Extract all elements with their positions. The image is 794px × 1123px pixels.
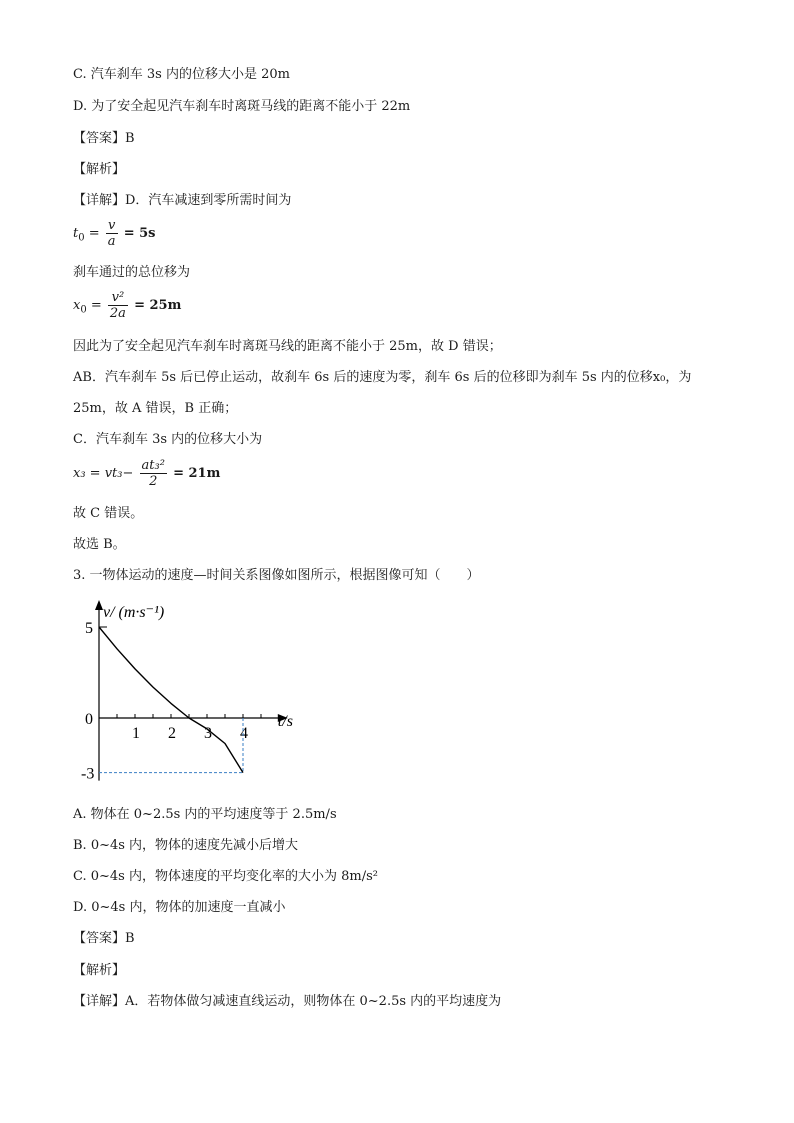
- q3-answer: 【答案】B: [73, 931, 135, 946]
- y-tick-label: 5: [85, 620, 93, 637]
- y-axis-arrow: [95, 600, 103, 610]
- eq-x3-lhs: x₃ = vt₃−: [73, 466, 134, 481]
- c-intro: C．汽车刹车 3s 内的位移大小为: [73, 432, 263, 447]
- eq-x0-lhs: x: [73, 298, 81, 313]
- eq-x3-rhs: = 21m: [173, 466, 221, 481]
- x-tick-label: 1: [132, 725, 140, 742]
- eq-t0-den: a: [107, 234, 116, 249]
- q3-option-c: C. 0~4s 内，物体速度的平均变化率的大小为 8m/s²: [73, 869, 378, 884]
- question-3-stem: 3. 一物体运动的速度—时间关系图像如图所示，根据图像可知（ ）: [73, 568, 480, 583]
- eq-x0-num: v²: [108, 290, 128, 306]
- eq-t0-num: v: [106, 218, 118, 234]
- eq-x0-sub: 0: [80, 304, 87, 316]
- q3-option-a: A. 物体在 0~2.5s 内的平均速度等于 2.5m/s: [73, 807, 337, 822]
- x-tick-label: 3: [204, 725, 212, 742]
- q3-option-b: B. 0~4s 内，物体的速度先减小后增大: [73, 838, 299, 853]
- equation-t0: $t_0$ = $\frac{v}{a}$ = 5s: [73, 218, 156, 249]
- prev-analysis: 【解析】: [73, 162, 126, 177]
- c-conclusion: 故 C 错误。: [73, 506, 144, 521]
- ab-line-1: AB．汽车刹车 5s 后已停止运动，故刹车 6s 后的速度为零，刹车 6s 后的位移即为刹车 5s 内的位移x₀，为: [73, 370, 692, 385]
- equation-x0: $x_0$ = $\frac{\text{v²}}{2a}$ = 25m: [73, 290, 182, 321]
- x-tick-label: 4: [240, 725, 248, 742]
- y-axis-label: v/ (m·s⁻¹): [103, 604, 165, 621]
- eq-x0-den: 2a: [109, 306, 126, 321]
- q3-detail-intro: 【详解】A．若物体做匀减速直线运动，则物体在 0~2.5s 内的平均速度为: [73, 994, 502, 1009]
- eq-x0-rhs: = 25m: [134, 298, 182, 313]
- eq-t0-sub: 0: [78, 232, 85, 244]
- velocity-curve: [99, 627, 243, 773]
- ab-line-2: 25m，故 A 错误，B 正确；: [73, 401, 238, 416]
- vt-chart: [75, 595, 375, 795]
- prev-detail-intro: 【详解】D．汽车减速到零所需时间为: [73, 193, 292, 208]
- brake-text: 刹车通过的总位移为: [73, 265, 191, 280]
- q3-option-d: D. 0~4s 内，物体的加速度一直减小: [73, 900, 286, 915]
- y-tick-label: -3: [81, 765, 95, 783]
- prev-option-c: C. 汽车刹车 3s 内的位移大小是 20m: [73, 67, 290, 82]
- prev-option-d: D. 为了安全起见汽车刹车时离斑马线的距离不能小于 22m: [73, 99, 411, 114]
- equation-x3: [73, 458, 220, 489]
- eq-t0-lhs: t: [73, 226, 79, 241]
- choice: 故选 B。: [73, 537, 126, 552]
- y-tick-label: 0: [85, 711, 93, 728]
- prev-answer: 【答案】B: [73, 131, 135, 146]
- conclusion-d: 因此为了安全起见汽车刹车时离斑马线的距离不能小于 25m，故 D 错误；: [73, 339, 502, 354]
- eq-t0-rhs: = 5s: [123, 226, 156, 241]
- x-axis-label: t/s: [277, 713, 293, 730]
- eq-x3-den: 2: [149, 474, 158, 489]
- x-tick-label: 2: [168, 725, 176, 742]
- q3-analysis: 【解析】: [73, 963, 126, 978]
- eq-x3-num: at₃²: [141, 458, 165, 473]
